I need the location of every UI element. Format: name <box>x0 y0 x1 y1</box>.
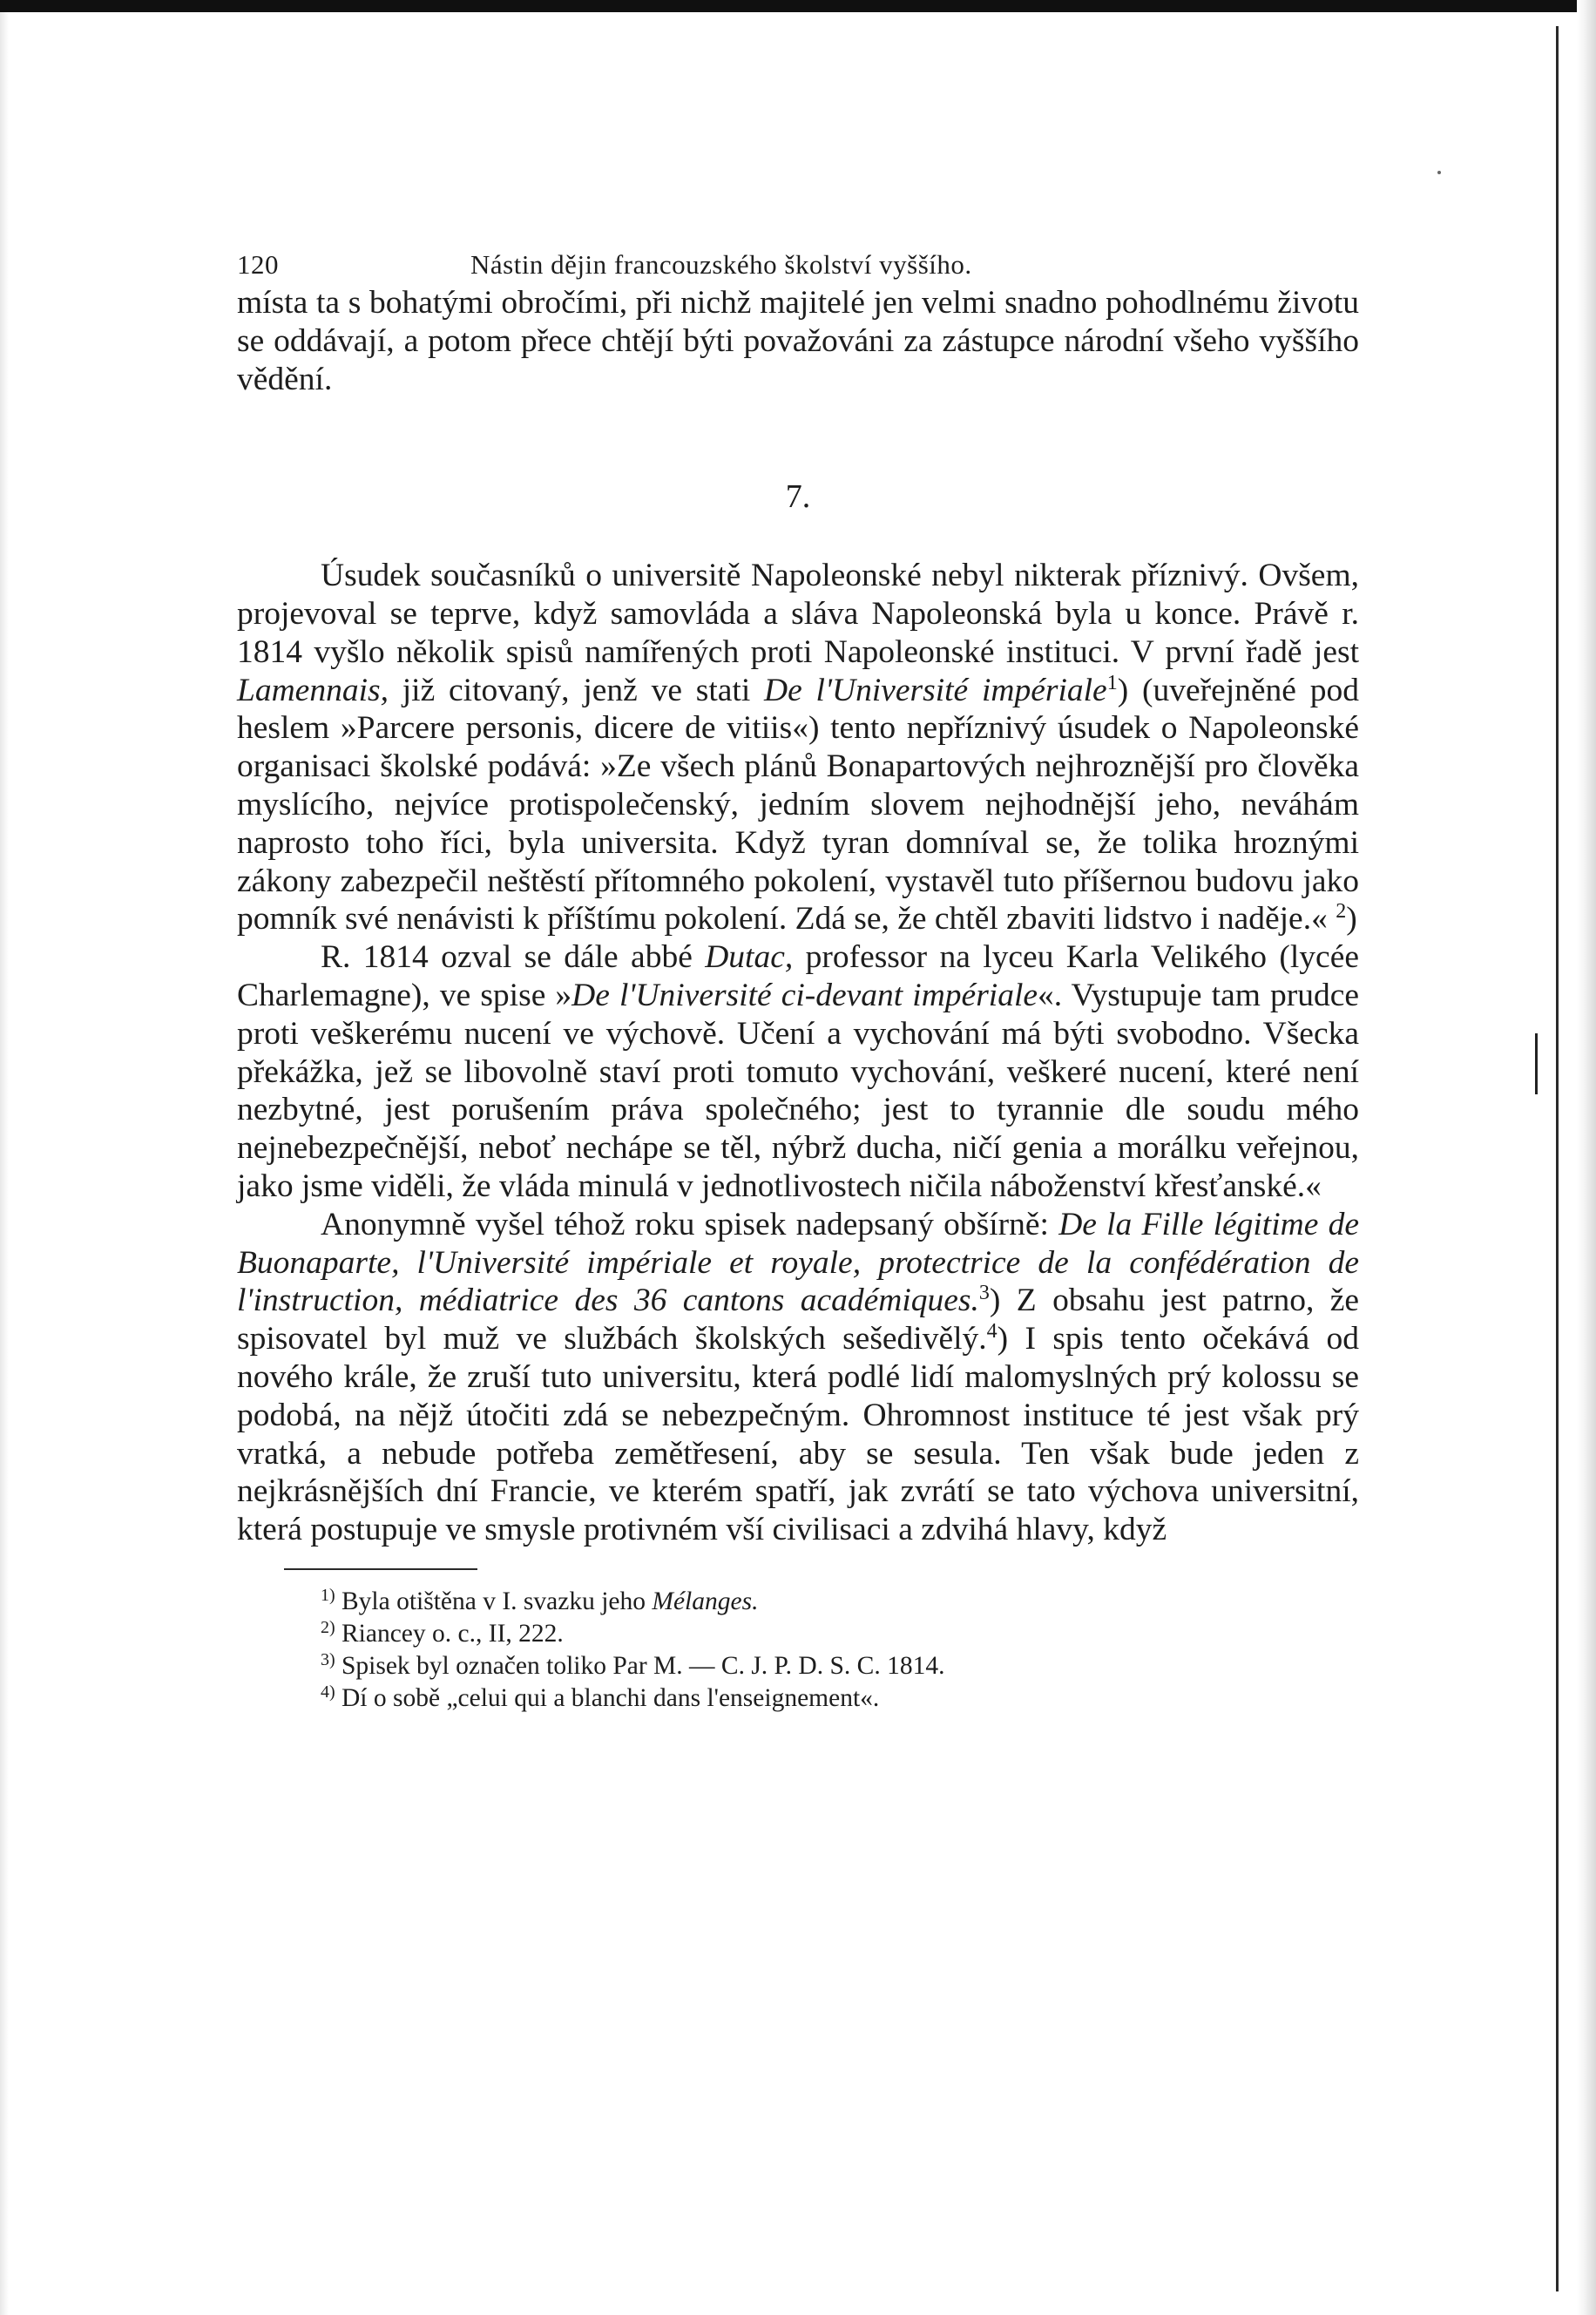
footnote-italic: Mélanges. <box>652 1587 759 1615</box>
footnote-ref: 4 <box>986 1320 998 1344</box>
text-run: Úsudek současníků o universitě Napoleonské nebyl nikterak příznivý. Ovšem, projevoval se teprve, když samovláda a sláva Napoleonská byla u konce. Právě r. 1814 vyšlo několik spisů namířených proti Napoleonské instituci. V první řadě jest <box>237 558 1359 670</box>
footnote-text: Riancey o. c., II, 222. <box>342 1619 564 1648</box>
text-run: professor na lyceu Karla Velikého (lycée Charlemagne), ve spise » <box>237 939 1359 1013</box>
opening-paragraph: místa ta s bohatými obročími, při nichž majitelé jen velmi snadno pohodlnému životu se oddávají, a potom přece chtějí býti považováni za zástupce národní všeho vyššího vědění. <box>237 285 1359 397</box>
scan-right-shadow <box>1577 0 1596 2315</box>
paragraph-dutac <box>237 938 1359 1206</box>
footnote: 3) Spisek byl označen toliko Par M. — C. J. P. D. S. C. 1814. <box>321 1649 945 1680</box>
margin-speck <box>1437 171 1441 174</box>
footnote-divider <box>284 1568 477 1570</box>
footnotes <box>321 1586 1359 1715</box>
body-text <box>237 284 1359 1549</box>
text-run: Anonymně vyšel téhož roku spisek nadepsaný obšírně: <box>321 1206 1059 1242</box>
footnote-text: Spisek byl označen toliko Par M. — C. J. P. D. S. C. 1814. <box>342 1651 945 1680</box>
paragraph-lamennais <box>237 557 1359 938</box>
book-page <box>237 249 1359 1715</box>
text-run: ) <box>1346 901 1357 938</box>
text-run: «. Vystupuje tam prudce proti veškerému nucení ve výchově. Učení a vychování má býti svobodno. Všecka překážka, jež se libovolně staví proti tomuto vychování, veškeré nucení, které není nezbytné, jest porušením práva společného; jest to tyrannie dle soudu mého nejnebezpečnější, neboť nechápe se těl, nýbrž ducha, ničí genia a morálku veřejnou, jako jsme viděli, že vláda minulá v jednotlivostech ničila náboženství křesťanské.« <box>237 977 1359 1204</box>
text-run: již citovaný, jenž ve stati <box>388 672 765 708</box>
scan-left-shadow <box>0 12 9 2315</box>
work-title: De l'Université ci-devant impériale <box>571 977 1038 1013</box>
text-run: ) I spis tento očekává od nového krále, že zruší tuto universitu, která podlé lidí malomyslných prý kolossu se podobá, na nějž útočiti zdá se nebezpečným. Ohromnost instituce té jest však prý vratká, a nebude potřeba zemětřesení, aby se sesula. Ten však bude jeden z nejkrásnějších dní Francie, ve kterém spatří, jak zvrátí se tato výchova universitní, která postupuje ve smysle protivném vší civilisaci a zdvihá hlavy, když <box>237 1321 1360 1548</box>
author-name: Dutac, <box>705 939 794 976</box>
footnote: 1) Byla otištěna v I. svazku jeho Mélanges. <box>321 1585 759 1615</box>
paragraph-anonymous <box>237 1206 1359 1549</box>
footnote-ref: 2 <box>1336 900 1347 924</box>
footnote-text: Dí o sobě „celui qui a blanchi dans l'enseignement«. <box>342 1683 880 1712</box>
margin-mark <box>1535 1033 1538 1094</box>
running-title: Nástin dějin francouzského školství vyššího. <box>470 249 972 280</box>
footnote-text: Byla otištěna v I. svazku jeho <box>342 1587 653 1615</box>
scan-binding-line <box>1556 26 1559 2291</box>
footnote: 4) Dí o sobě „celui qui a blanchi dans l'enseignement«. <box>321 1682 880 1712</box>
section-number: 7. <box>785 478 811 516</box>
work-title: De l'Université impériale <box>764 672 1107 708</box>
scan-top-border <box>0 0 1596 12</box>
footnote: 2) Riancey o. c., II, 222. <box>321 1617 564 1648</box>
page-number: 120 <box>237 249 279 280</box>
footnote-ref: 3 <box>978 1282 990 1305</box>
text-run: R. 1814 ozval se dále abbé <box>321 939 706 976</box>
author-name: Lamennais, <box>237 672 389 708</box>
footnote-ref: 1 <box>1106 671 1118 694</box>
text-run: ) Z obsahu jest patrno, že spisovatel byl muž ve službách školských sešedivělý. <box>237 1283 1359 1357</box>
running-head <box>237 249 1359 284</box>
work-title: De la Fille légitime de Buonaparte, l'Université impériale et royale, protectrice de la confédération de l'instruction, médiatrice des 36 cantons académiques. <box>237 1206 1359 1319</box>
text-run: ) (uveřejněné pod heslem »Parcere personis, dicere de vitiis«) tento nepříznivý úsudek o Napoleonské organisaci školské podává: »Ze všech plánů Bonapartových nejhroznější pro člověka myslícího, nejvíce protispolečenský, jedním slovem nejhodnější jeho, neváhám naprosto toho říci, byla universita. Když tyran domníval se, že tolika hroznými zákony zabezpečil neštěstí přítomného pokolení, vystavěl tuto příšernou budovu jako pomník své nenávisti k příštímu pokolení. Zdá se, že chtěl zbaviti lidstvo i naděje.« <box>237 672 1359 938</box>
